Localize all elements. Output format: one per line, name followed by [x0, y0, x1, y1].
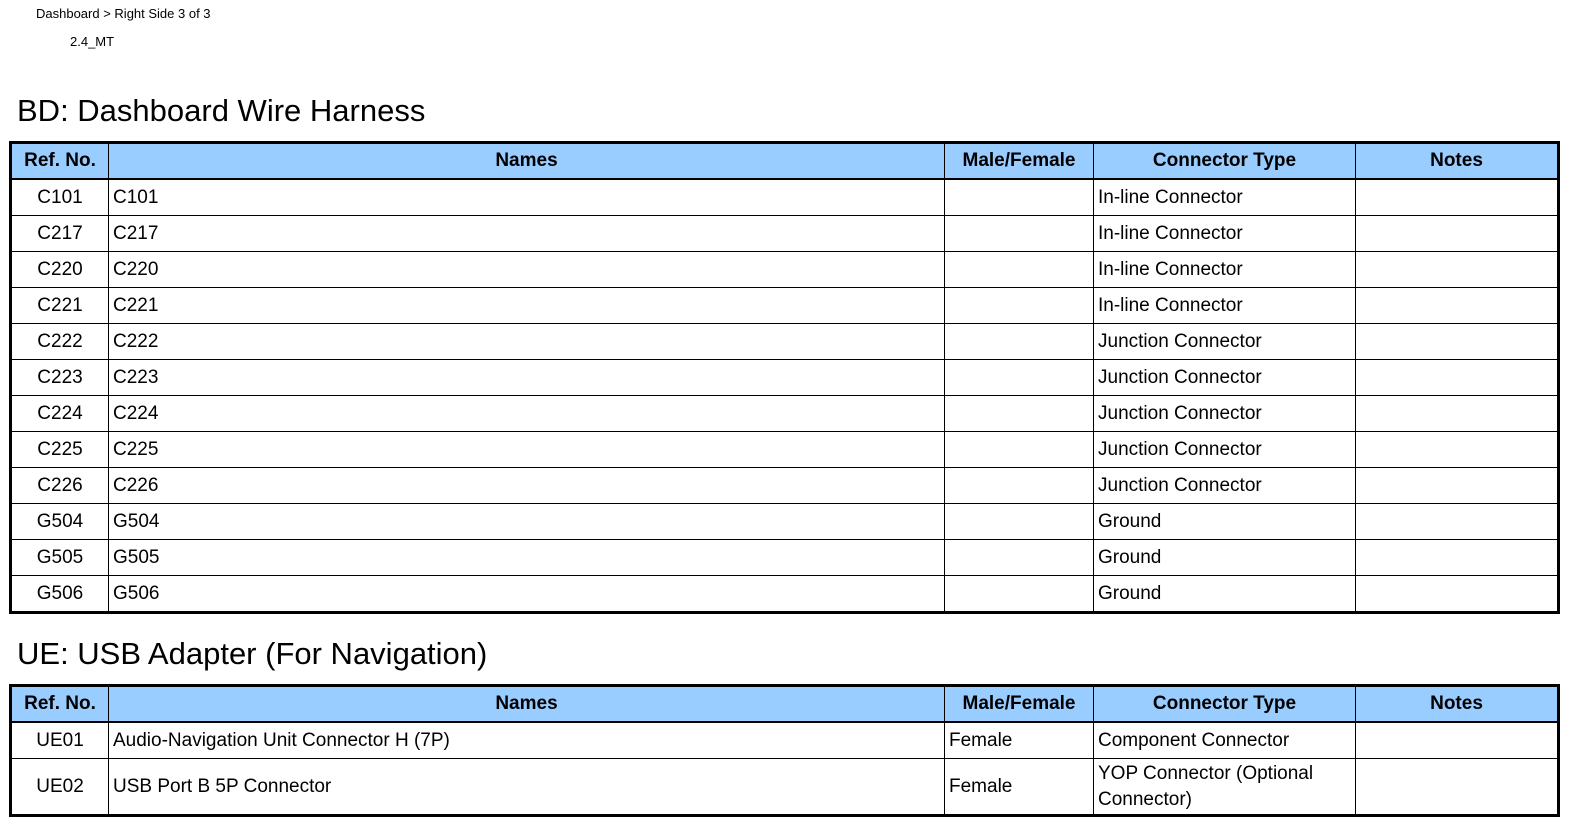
cell-male-female: Female [945, 759, 1094, 816]
cell-male-female [945, 540, 1094, 576]
section-title-ue: UE: USB Adapter (For Navigation) [17, 636, 488, 671]
table-row [11, 216, 1559, 252]
cell-notes [1356, 216, 1559, 252]
cell-name: C224 [109, 396, 945, 432]
cell-ref: C224 [11, 396, 109, 432]
cell-ref: C101 [11, 179, 109, 216]
table-row [11, 324, 1559, 360]
cell-name: C217 [109, 216, 945, 252]
cell-male-female [945, 288, 1094, 324]
cell-name: C223 [109, 360, 945, 396]
connector-table-ue [9, 684, 1560, 817]
cell-notes [1356, 179, 1559, 216]
cell-notes [1356, 324, 1559, 360]
column-header-ref: Ref. No. [11, 143, 109, 180]
cell-connector-type: Component Connector [1094, 722, 1356, 759]
cell-ref: G505 [11, 540, 109, 576]
cell-notes [1356, 540, 1559, 576]
column-header-connector-type: Connector Type [1094, 143, 1356, 180]
cell-notes [1356, 288, 1559, 324]
cell-ref: C226 [11, 468, 109, 504]
cell-ref: C225 [11, 432, 109, 468]
table-row [11, 576, 1559, 613]
cell-ref: C221 [11, 288, 109, 324]
column-header-connector-type: Connector Type [1094, 686, 1356, 723]
table-row [11, 360, 1559, 396]
cell-ref: C222 [11, 324, 109, 360]
cell-connector-type: Junction Connector [1094, 324, 1356, 360]
column-header-notes: Notes [1356, 143, 1559, 180]
table-row [11, 396, 1559, 432]
cell-male-female [945, 468, 1094, 504]
cell-male-female: Female [945, 722, 1094, 759]
cell-male-female [945, 504, 1094, 540]
document-subtitle: 2.4_MT [70, 34, 115, 49]
table-row [11, 468, 1559, 504]
cell-male-female [945, 252, 1094, 288]
cell-connector-type: In-line Connector [1094, 216, 1356, 252]
cell-notes [1356, 576, 1559, 613]
table-row [11, 759, 1559, 816]
cell-connector-type: In-line Connector [1094, 179, 1356, 216]
cell-ref: C217 [11, 216, 109, 252]
column-header-names: Names [109, 143, 945, 180]
cell-connector-type: In-line Connector [1094, 252, 1356, 288]
cell-male-female [945, 396, 1094, 432]
cell-name: C226 [109, 468, 945, 504]
cell-ref: C220 [11, 252, 109, 288]
column-header-male-female: Male/Female [945, 143, 1094, 180]
cell-notes [1356, 432, 1559, 468]
connector-table-bd [9, 141, 1560, 614]
table-row [11, 504, 1559, 540]
table-header-row [11, 143, 1559, 180]
cell-connector-type: Ground [1094, 540, 1356, 576]
cell-name: G505 [109, 540, 945, 576]
column-header-ref: Ref. No. [11, 686, 109, 723]
table-header-row [11, 686, 1559, 723]
cell-connector-type: Junction Connector [1094, 360, 1356, 396]
cell-name: C220 [109, 252, 945, 288]
cell-name: G506 [109, 576, 945, 613]
cell-male-female [945, 360, 1094, 396]
cell-male-female [945, 576, 1094, 613]
table-row [11, 540, 1559, 576]
cell-male-female [945, 432, 1094, 468]
cell-connector-type: Junction Connector [1094, 468, 1356, 504]
cell-connector-type: In-line Connector [1094, 288, 1356, 324]
column-header-male-female: Male/Female [945, 686, 1094, 723]
cell-ref: C223 [11, 360, 109, 396]
column-header-names: Names [109, 686, 945, 723]
table-row [11, 432, 1559, 468]
table-row [11, 179, 1559, 216]
cell-name: C225 [109, 432, 945, 468]
cell-notes [1356, 468, 1559, 504]
cell-male-female [945, 216, 1094, 252]
cell-ref: G504 [11, 504, 109, 540]
cell-connector-type: Ground [1094, 504, 1356, 540]
cell-name: C221 [109, 288, 945, 324]
section-title-bd: BD: Dashboard Wire Harness [17, 93, 426, 128]
cell-name: Audio-Navigation Unit Connector H (7P) [109, 722, 945, 759]
column-header-notes: Notes [1356, 686, 1559, 723]
table-row [11, 252, 1559, 288]
cell-ref: UE02 [11, 759, 109, 816]
cell-notes [1356, 722, 1559, 759]
cell-notes [1356, 360, 1559, 396]
table-row [11, 722, 1559, 759]
cell-name: USB Port B 5P Connector [109, 759, 945, 816]
breadcrumb: Dashboard > Right Side 3 of 3 [36, 6, 211, 21]
cell-ref: G506 [11, 576, 109, 613]
cell-connector-type: Junction Connector [1094, 396, 1356, 432]
cell-connector-type: Ground [1094, 576, 1356, 613]
cell-connector-type: Junction Connector [1094, 432, 1356, 468]
cell-connector-type: YOP Connector (Optional Connector) [1094, 759, 1356, 816]
cell-name: C222 [109, 324, 945, 360]
cell-notes [1356, 252, 1559, 288]
cell-notes [1356, 504, 1559, 540]
cell-male-female [945, 324, 1094, 360]
cell-ref: UE01 [11, 722, 109, 759]
cell-notes [1356, 396, 1559, 432]
cell-notes [1356, 759, 1559, 816]
cell-name: G504 [109, 504, 945, 540]
cell-male-female [945, 179, 1094, 216]
cell-name: C101 [109, 179, 945, 216]
table-row [11, 288, 1559, 324]
